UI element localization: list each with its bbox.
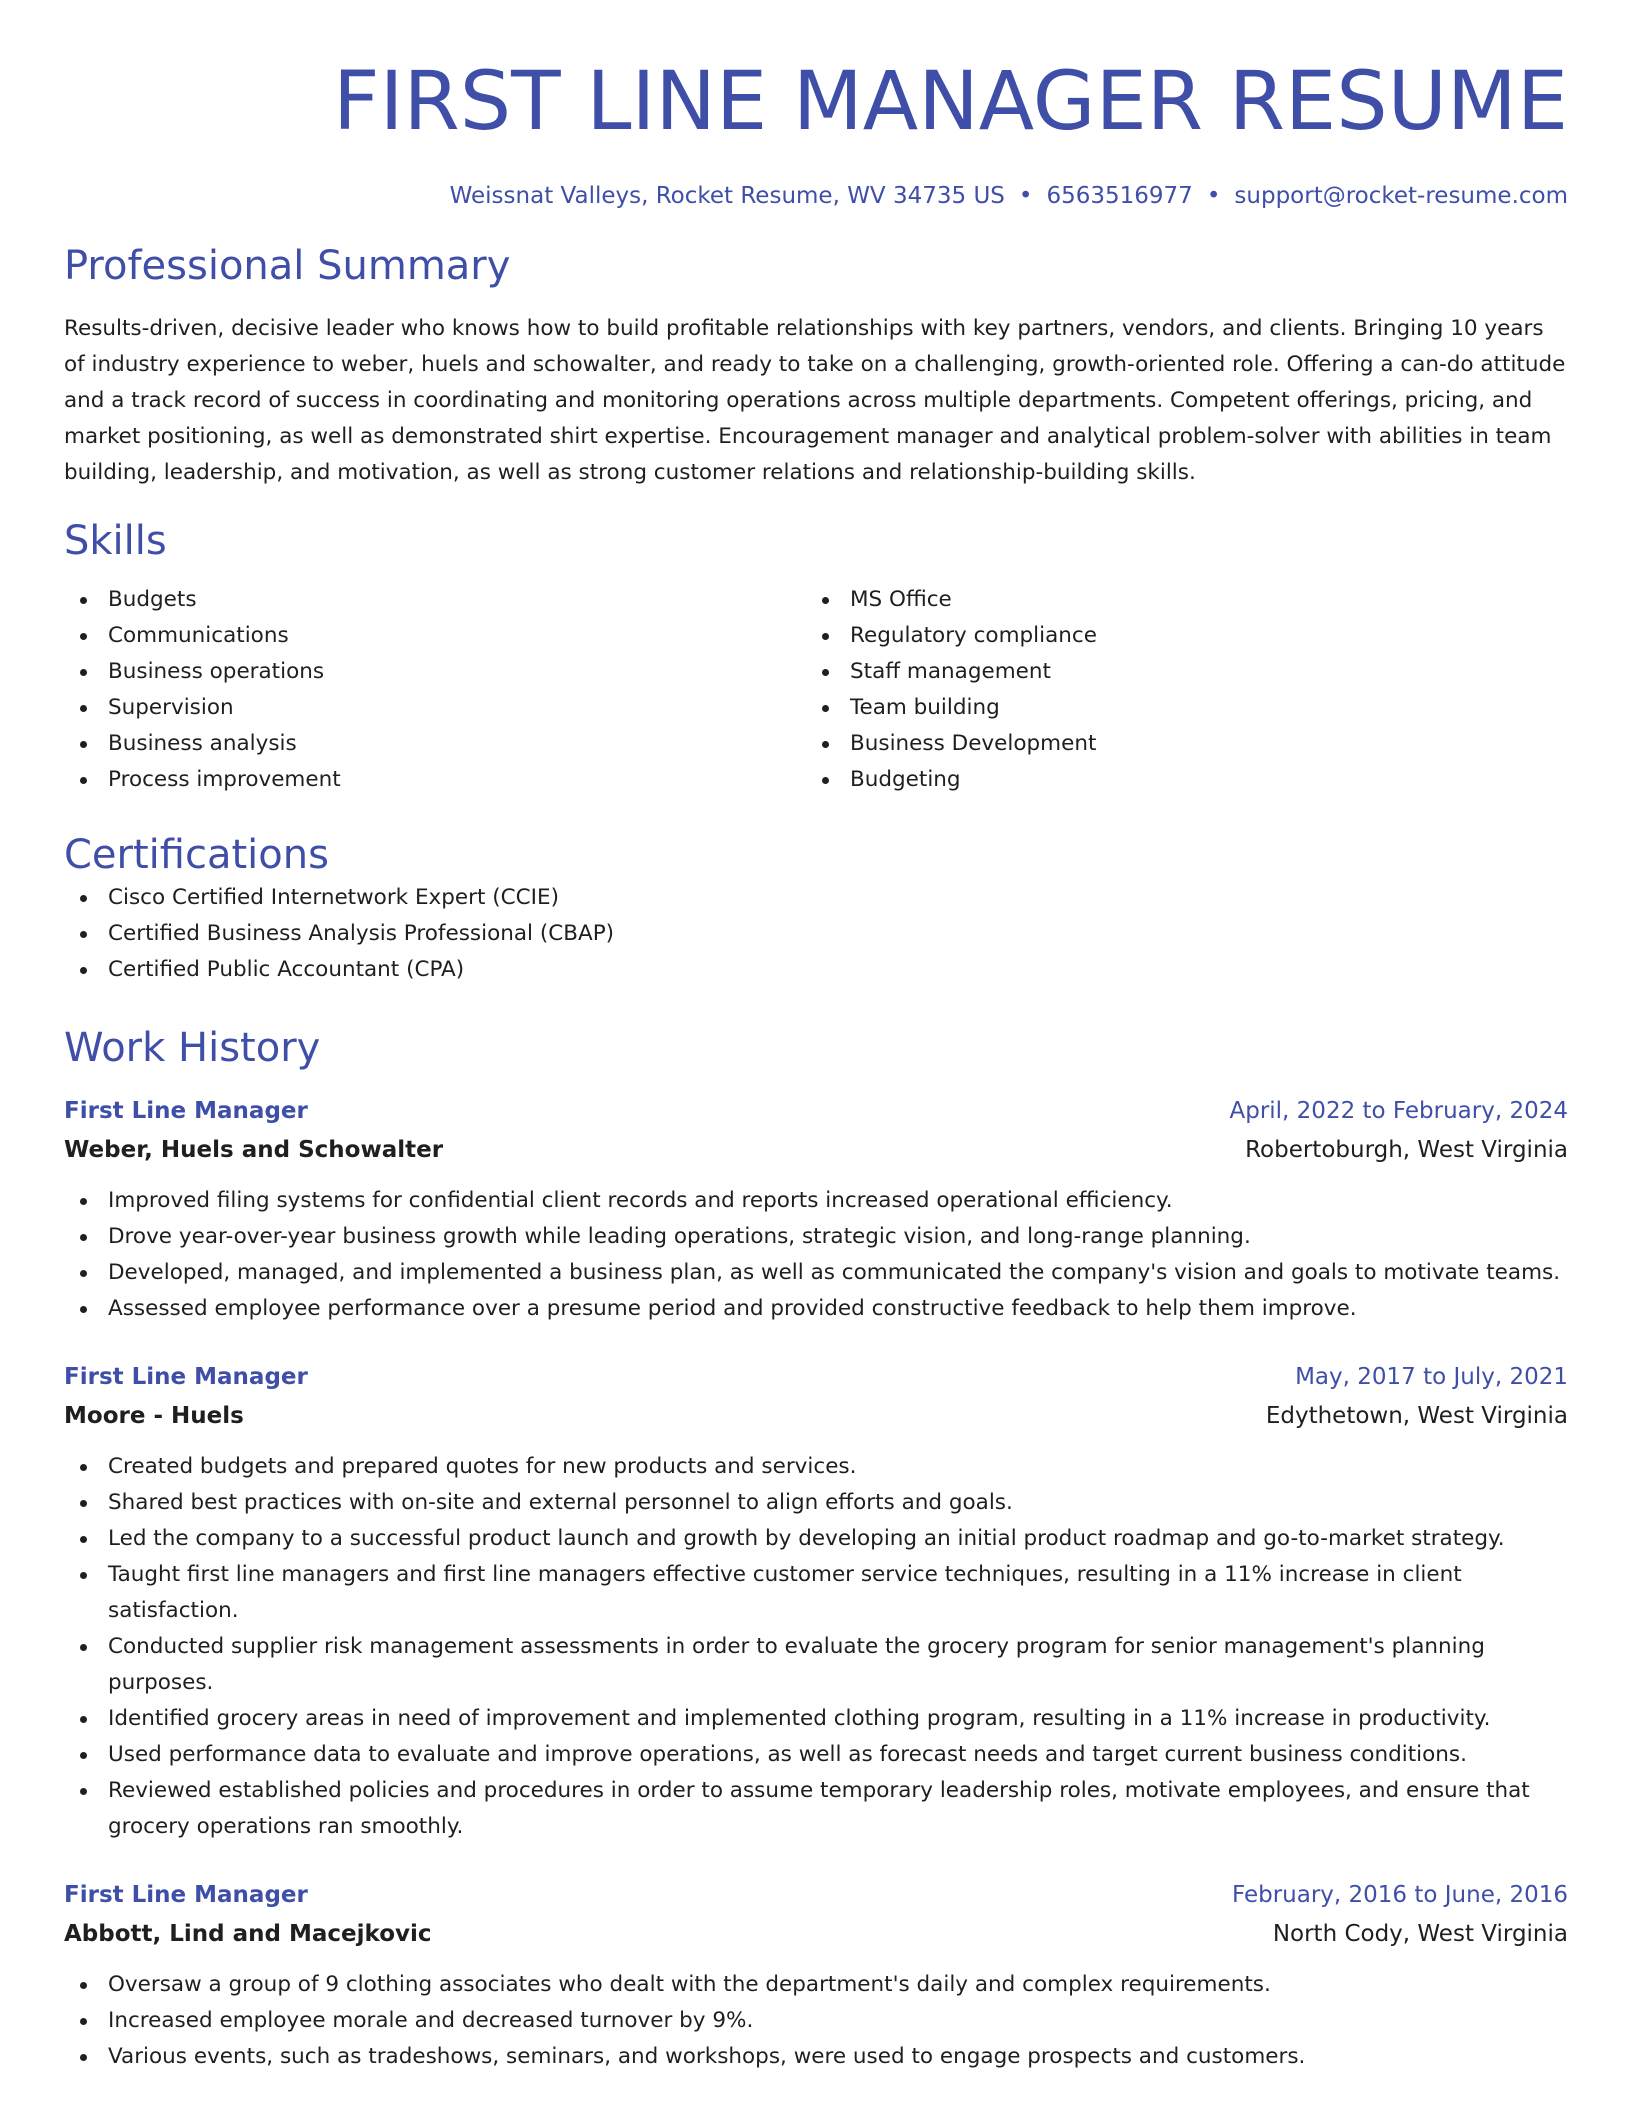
job-entry — [64, 1091, 1568, 1327]
contact-line — [64, 181, 1568, 211]
skill-item: Business analysis — [64, 726, 806, 762]
job-bullet: Led the company to a successful product launch and growth by developing an initial product roadmap and go-to-market strategy. — [64, 1521, 1568, 1557]
job-bullet: Developed, managed, and implemented a business plan, as well as communicated the company's vision and goals to motivate teams. — [64, 1255, 1568, 1291]
job-bullet: Oversaw a group of 9 clothing associates who dealt with the department's daily and complex requirements. — [64, 1967, 1568, 2003]
section-heading-certifications: Certifications — [64, 832, 329, 878]
resume-title: FIRST LINE MANAGER RESUME — [332, 55, 1568, 149]
certification-item: Certified Business Analysis Professional (CBAP) — [64, 916, 1568, 952]
skill-item: Supervision — [64, 690, 806, 726]
job-role: First Line Manager — [64, 1882, 308, 1908]
job-bullet: Increased employee morale and decreased turnover by 9%. — [64, 2003, 1568, 2039]
contact-address: Weissnat Valleys, Rocket Resume, WV 34735 US — [449, 183, 1005, 209]
certifications-section — [64, 830, 1568, 988]
summary-paragraph: Results-driven, decisive leader who knows how to build profitable relationships with key partners, vendors, and clients. Bringing 10 years of industry experience to weber, huels and schowalter, and ready to take on a challenging, growth-oriented role. Offering a can-do attitude and a track record of success in coordinating and monitoring operations across multiple departments. Competent offerings, pricing, and market positioning, as well as demonstrated shirt expertise. Encouragement manager and analytical problem-solver with abilities in team building, leadership, and motivation, as well as strong customer relations and relationship-building skills. — [64, 316, 1566, 485]
job-bullet: Taught first line managers and first line managers effective customer service techniques, resulting in a 11% increase in client satisfaction. — [64, 1557, 1568, 1629]
job-bullet: Shared best practices with on-site and external personnel to align efforts and goals. — [64, 1485, 1568, 1521]
job-bullet: Assessed employee performance over a presume period and provided constructive feedback to help them improve. — [64, 1291, 1568, 1327]
certifications-list — [64, 880, 1568, 988]
certification-item: Certified Public Accountant (CPA) — [64, 952, 1568, 988]
section-heading-skills: Skills — [64, 518, 167, 564]
job-bullets — [64, 1967, 1568, 2075]
job-dates: February, 2016 to June, 2016 — [1231, 1882, 1568, 1908]
skill-item: Regulatory compliance — [806, 618, 1548, 654]
job-location: Robertoburgh, West Virginia — [1245, 1137, 1568, 1163]
skill-item: Business Development — [806, 726, 1548, 762]
skills-section — [64, 516, 1568, 798]
skills-column-right — [806, 582, 1548, 798]
work-history-section — [64, 1023, 1568, 2075]
section-heading-summary: Professional Summary — [64, 243, 511, 289]
resume-page — [64, 0, 1568, 2075]
job-bullets — [64, 1449, 1568, 1845]
job-location: Edythetown, West Virginia — [1265, 1403, 1568, 1429]
skill-item: Budgeting — [806, 762, 1548, 798]
skill-item: Communications — [64, 618, 806, 654]
job-bullet: Improved filing systems for confidential client records and reports increased operational efficiency. — [64, 1183, 1568, 1219]
job-role: First Line Manager — [64, 1364, 308, 1390]
job-dates: May, 2017 to July, 2021 — [1295, 1364, 1568, 1390]
skill-item: Process improvement — [64, 762, 806, 798]
contact-phone: 6563516977 — [1046, 183, 1193, 209]
job-bullet: Used performance data to evaluate and improve operations, as well as forecast needs and target current business conditions. — [64, 1737, 1568, 1773]
job-bullets — [64, 1183, 1568, 1327]
job-role: First Line Manager — [64, 1098, 308, 1124]
job-bullet: Reviewed established policies and procedures in order to assume temporary leadership roles, motivate employees, and ensure that grocery operations ran smoothly. — [64, 1773, 1568, 1845]
contact-separator: • — [1206, 183, 1221, 209]
job-company: Abbott, Lind and Macejkovic — [64, 1921, 432, 1947]
skill-item: Staff management — [806, 654, 1548, 690]
job-company: Weber, Huels and Schowalter — [64, 1137, 444, 1163]
job-bullet: Various events, such as tradeshows, seminars, and workshops, were used to engage prospects and customers. — [64, 2039, 1568, 2075]
skill-item: Business operations — [64, 654, 806, 690]
skills-list-right — [806, 582, 1548, 798]
section-heading-work-history: Work History — [64, 1025, 321, 1071]
skill-item: Budgets — [64, 582, 806, 618]
skills-column-left — [64, 582, 806, 798]
job-dates: April, 2022 to February, 2024 — [1229, 1098, 1568, 1124]
skill-item: Team building — [806, 690, 1548, 726]
job-entry — [64, 1357, 1568, 1845]
professional-summary-section — [64, 241, 1568, 491]
job-company: Moore - Huels — [64, 1403, 244, 1429]
skills-grid — [64, 582, 1568, 798]
contact-email[interactable]: support@rocket-resume.com — [1234, 183, 1568, 209]
job-entry — [64, 1875, 1568, 2075]
job-bullet: Conducted supplier risk management assessments in order to evaluate the grocery program for senior management's planning purposes. — [64, 1629, 1568, 1701]
skills-list-left — [64, 582, 806, 798]
certification-item: Cisco Certified Internetwork Expert (CCIE) — [64, 880, 1568, 916]
job-bullet: Identified grocery areas in need of improvement and implemented clothing program, resulting in a 11% increase in productivity. — [64, 1701, 1568, 1737]
skill-item: MS Office — [806, 582, 1548, 618]
job-bullet: Created budgets and prepared quotes for new products and services. — [64, 1449, 1568, 1485]
job-bullet: Drove year-over-year business growth while leading operations, strategic vision, and long-range planning. — [64, 1219, 1568, 1255]
contact-separator: • — [1018, 183, 1033, 209]
job-location: North Cody, West Virginia — [1272, 1921, 1568, 1947]
